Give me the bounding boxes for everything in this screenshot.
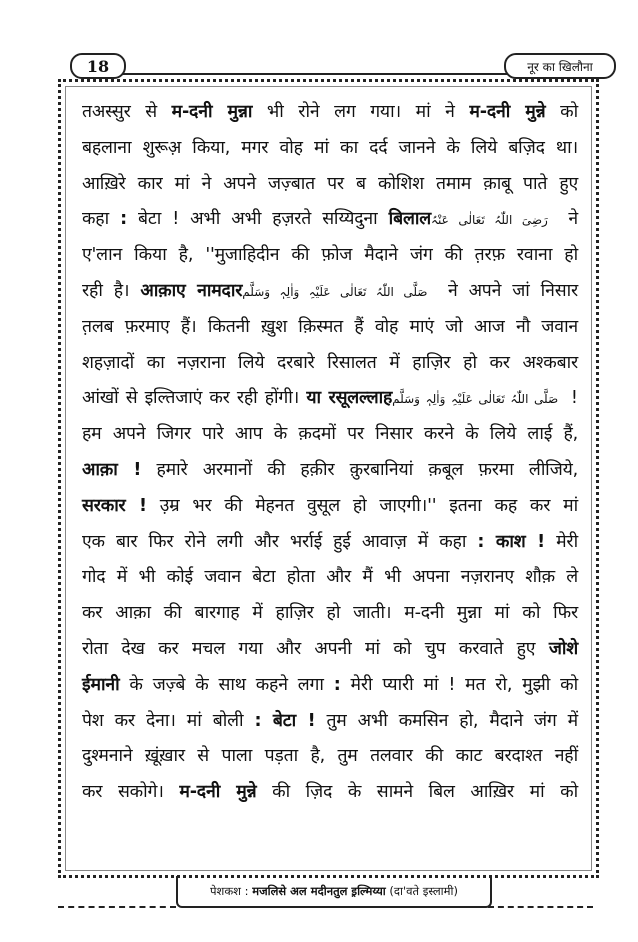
footer-suffix: (दा'वते इस्लामी) — [389, 883, 458, 898]
text-line — [82, 310, 578, 346]
text-line — [82, 274, 578, 310]
text-segment: एक बार फिर रोने लगी और भर्राई हुई आवाज़ में कहा — [82, 531, 478, 552]
bold-phrase: आक़ा ! — [82, 459, 142, 480]
bold-phrase: आक़ाए नामदार — [140, 280, 243, 301]
text-segment: कहा — [82, 209, 121, 230]
text-line — [82, 632, 578, 668]
text-segment: ए'लान किया है, ''मुजाहिदीन की फ़ोज मैदाने जंग की त़रफ़ रवाना हो — [82, 245, 578, 266]
bold-phrase: : — [333, 674, 341, 695]
text-segment: मेरी — [544, 531, 578, 552]
text-line — [82, 668, 578, 704]
footer-credit — [176, 876, 492, 908]
text-segment: कर सकोगे। — [82, 782, 180, 803]
text-segment: दुश्मनाने ख़ूंख़ार से पाला पड़ता है, तुम तलवार की काट बरदाश्त नहीं — [82, 746, 578, 767]
footer-prefix: पेशकश : — [209, 883, 249, 898]
text-segment: आंखों से इल्तिजाएं कर रही होंगी। — [82, 388, 307, 409]
text-segment: रोता देख कर मचल गया और अपनी मां को चुप करवाते हुए — [82, 638, 549, 659]
text-segment: तुम अभी कमसिन हो, मैदाने जंग में — [315, 710, 578, 731]
arabic-honorific: رَضِیَ اللّٰہُ تَعَالٰی عَنْہُ — [431, 213, 558, 228]
bold-phrase: : काश ! — [477, 531, 545, 552]
text-segment: शहज़ादों का नज़राना लिये दरबारे रिसालत में हाज़िर हो कर अश्कबार — [82, 352, 578, 373]
text-line — [82, 95, 578, 131]
text-line — [82, 131, 578, 167]
text-segment: मेरी प्यारी मां ! मत रो, मुझी को — [340, 674, 578, 695]
header-rule — [122, 73, 508, 75]
text-line — [82, 704, 578, 740]
footer-org: मजलिसे अल मदीनतुल इ़ल्मिय्या — [252, 883, 386, 898]
text-segment: बहलाना शुरूअ़ किया, मगर वोह मां का दर्द जानने के लिये बज़िद था। — [82, 137, 578, 158]
book-title: नूर का खिलौना — [504, 53, 616, 79]
text-line — [82, 775, 578, 811]
bold-phrase: सरकार ! — [82, 495, 147, 516]
text-segment: ! — [563, 388, 578, 409]
text-line — [82, 417, 578, 453]
bold-phrase: बिलाल — [388, 209, 432, 230]
text-line — [82, 453, 578, 489]
text-line — [82, 739, 578, 775]
text-segment: उ़म्र भर की मेहनत वुसूल हो जाएगी।'' इतना कह कर मां — [146, 495, 578, 516]
text-segment: के जज़्बे के साथ कहने लगा — [119, 674, 334, 695]
text-segment: भी रोने लग गया। मां ने — [252, 102, 470, 122]
text-segment: तअस्सुर से — [82, 102, 172, 122]
text-segment: को — [545, 102, 578, 122]
text-line — [82, 489, 578, 525]
footer-rule-right — [488, 906, 593, 908]
text-line — [82, 525, 578, 561]
bold-phrase: : बेटा ! — [254, 710, 316, 731]
text-segment: पेश कर देना। मां बोली — [82, 710, 255, 731]
text-segment: आख़िरे कार मां ने अपने जज़्बात पर ब कोशिश तमाम क़ाबू पाते हुए — [82, 173, 578, 194]
page-number: 18 — [70, 53, 126, 79]
text-segment: बेटा ! अभी अभी हज़रते सय्यिदुना — [126, 209, 389, 230]
bold-phrase: ईमानी — [82, 674, 120, 695]
text-segment: ने — [557, 209, 578, 230]
text-segment: की ज़िद के सामने बिल आख़िर मां को — [256, 782, 578, 803]
body-text — [82, 95, 578, 811]
footer-rule-left — [58, 906, 176, 908]
text-segment: रही है। — [82, 280, 141, 301]
text-segment: ने अपने जां निसार — [436, 280, 578, 301]
bold-phrase: म-दनी मुन्ने — [469, 102, 546, 122]
bold-phrase: म-दनी मुन्ने — [179, 782, 257, 803]
text-segment: हम अपने जिगर पारे आप के क़दमों पर निसार करने के लिये लाई हैं, — [82, 424, 578, 445]
text-line — [82, 346, 578, 382]
text-line — [82, 202, 578, 238]
text-segment: कर आक़ा की बारगाह में हाज़िर हो जाती। म-दनी मुन्ना मां को फिर — [82, 603, 578, 624]
text-line — [82, 560, 578, 596]
text-line — [82, 167, 578, 203]
arabic-honorific: صَلَّی اللّٰہُ تَعَالٰی عَلَیْہِ وَاٰلِہٖ وَسَلَّم — [242, 284, 437, 299]
text-line — [82, 238, 578, 274]
text-segment: त़लब फ़रमाए हैं। कितनी ख़ुश क़िस्मत हैं वोह माएं जो आज नौ जवान — [82, 316, 578, 337]
text-line — [82, 596, 578, 632]
text-line — [82, 381, 578, 417]
bold-phrase: जोशे — [548, 638, 578, 659]
bold-phrase: : — [120, 209, 127, 230]
bold-phrase: या रसूलल्लाह — [306, 388, 393, 409]
arabic-honorific: صَلَّی اللّٰہُ تَعَالٰی عَلَیْہِ وَاٰلِہٖ وَسَلَّم — [392, 392, 564, 407]
bold-phrase: म-दनी मुन्ना — [171, 102, 253, 122]
text-segment: गोद में भी कोई जवान बेटा होता और मैं भी अपना नज़रानए शौक़ ले — [82, 567, 578, 588]
text-segment: हमारे अरमानों की हक़ीर क़ुरबानियां क़बूल फ़रमा लीजिये, — [141, 459, 578, 480]
